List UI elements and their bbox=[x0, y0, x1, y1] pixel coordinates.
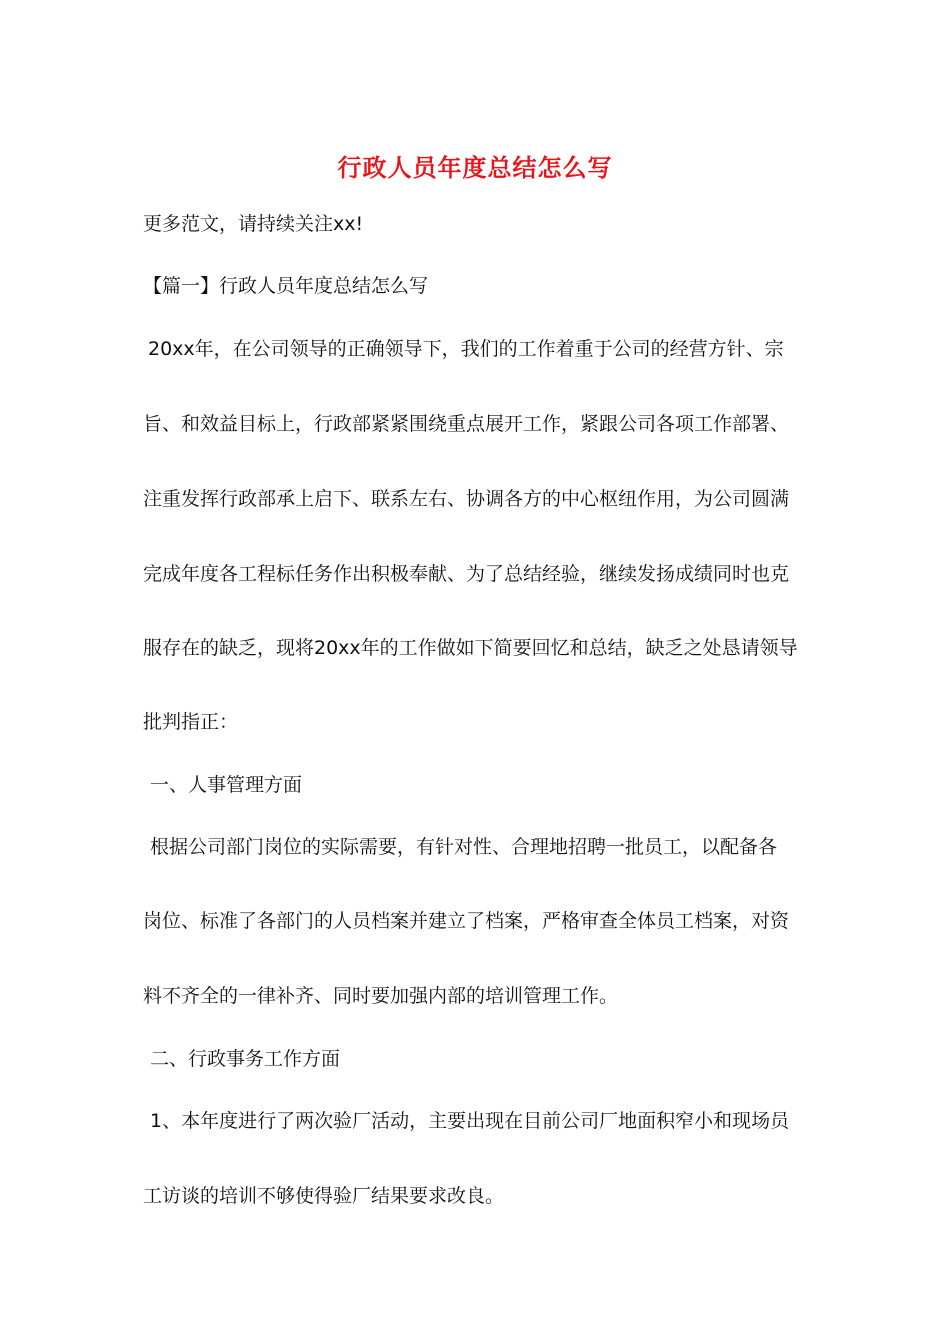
body-line: 旨、和效益目标上，行政部紧紧围绕重点展开工作，紧跟公司各项工作部署、 bbox=[143, 413, 790, 435]
body-line: 20xx年，在公司领导的正确领导下，我们的工作着重于公司的经营方针、宗 bbox=[148, 338, 784, 360]
body-line: 注重发挥行政部承上启下、联系左右、协调各方的中心枢纽作用，为公司圆满 bbox=[143, 488, 790, 510]
body-line: 服存在的缺乏，现将20xx年的工作做如下简要回忆和总结，缺乏之处恳请领导 bbox=[143, 637, 798, 659]
document-title: 行政人员年度总结怎么写 bbox=[337, 153, 613, 182]
subheading-personnel: 一、人事管理方面 bbox=[150, 774, 303, 796]
subheading-admin-affairs: 二、行政事务工作方面 bbox=[150, 1048, 341, 1070]
body-line: 1、本年度进行了两次验厂活动，主要出现在目前公司厂地面积窄小和现场员 bbox=[150, 1110, 790, 1132]
body-line: 批判指正： bbox=[143, 711, 239, 733]
body-line: 完成年度各工程标任务作出积极奉献、为了总结经验，继续发扬成绩同时也克 bbox=[143, 563, 790, 585]
body-line: 工访谈的培训不够使得验厂结果要求改良。 bbox=[143, 1185, 505, 1207]
intro-line: 更多范文，请持续关注xx! bbox=[143, 213, 364, 235]
body-line: 岗位、标准了各部门的人员档案并建立了档案，严格审查全体员工档案，对资 bbox=[143, 910, 790, 932]
body-line: 根据公司部门岗位的实际需要，有针对性、合理地招聘一批员工，以配备各 bbox=[150, 836, 778, 858]
body-line: 料不齐全的一律补齐、同时要加强内部的培训管理工作。 bbox=[143, 985, 619, 1007]
section-heading: 【篇一】行政人员年度总结怎么写 bbox=[143, 275, 429, 297]
